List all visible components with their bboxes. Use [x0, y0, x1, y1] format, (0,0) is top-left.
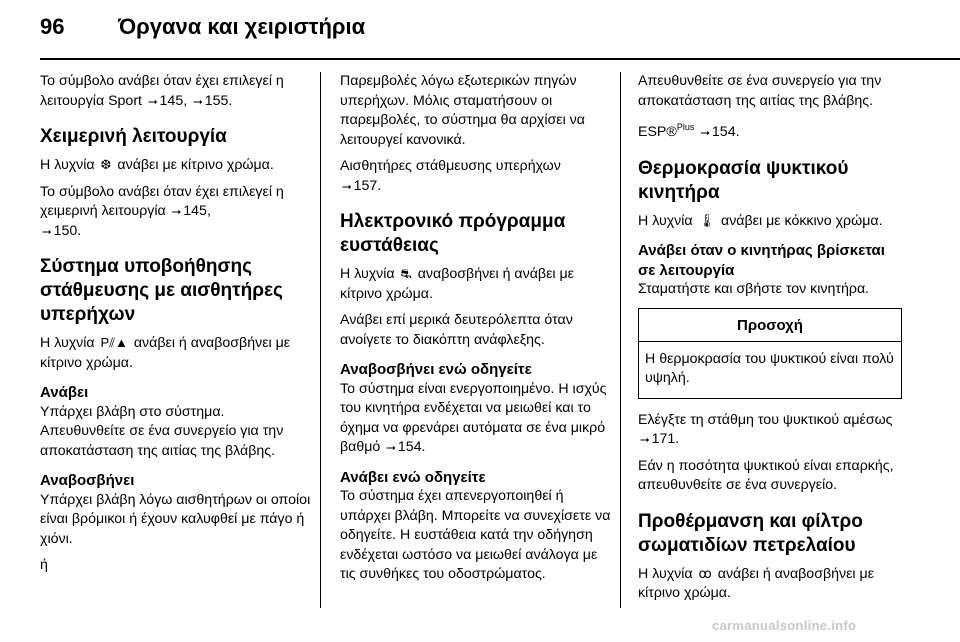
page-reference [146, 93, 183, 109]
page-ref-icon: ⭢ [42, 223, 52, 238]
page-ref-number: 154 [397, 439, 422, 455]
column-2 [340, 72, 612, 592]
text-run: Η λυχνία [40, 335, 99, 351]
page-reference [638, 431, 675, 447]
text-run: , [206, 203, 211, 219]
text-run: Η λυχνία [340, 266, 399, 282]
text-run: Το σύστημα έχει απενεργοποιηθεί ή υπάρχει βλάβη. Μπορείτε να συνεχίσετε να οδηγείτε. Η ευστάθεια κατά την οδήγηση ενδέχεται ωστόσο να μειωθεί ανάλογα με τις συνθήκες του οδοστρώματος. [340, 488, 611, 582]
text-run: Η λυχνία [638, 565, 697, 582]
page-number: 96 [40, 14, 65, 39]
superscript: Plus [676, 122, 695, 132]
text-run: Υπάρχει βλάβη στο σύστημα. Απευθυνθείτε σε ένα συνεργείο για την αποκατάσταση της αιτίας της βλάβης. [40, 403, 284, 459]
page-ref-icon: ⭢ [171, 204, 182, 218]
paragraph-winter-mode [40, 183, 312, 242]
text-run: ανάβει ή αναβοσβήνει με κίτρινο χρώμα. [40, 335, 291, 371]
page-reference [170, 203, 207, 219]
text-run: Παρεμβολές λόγω εξωτερικών πηγών υπερήχων. Μόλις σταματήσουν οι παρεμβολές, το σύστημα θα αρχίσει να λειτουργεί κανονικά. [340, 73, 585, 148]
paragraph-lights-driving [340, 487, 612, 585]
heading-winter-mode: Χειμερινή λειτουργία [40, 126, 227, 147]
page-ref-number: 145 [159, 92, 184, 109]
page-reference [191, 93, 228, 109]
text-run: Η θερμοκρασία του ψυκτικού είναι πολύ υψηλή. [645, 350, 894, 386]
page-ref-number: 145 [183, 203, 207, 219]
heading-flashes: Αναβοσβήνει [40, 472, 135, 489]
page-ref-icon: ⭢ [342, 178, 352, 193]
heading-glow-plug: Προθέρμανση και φίλτρο σωματιδίων πετρελαίου [638, 510, 863, 556]
page-reference [698, 124, 735, 140]
page-reference [384, 439, 421, 455]
paragraph-flashes-driving [340, 380, 612, 458]
page-ref-icon: ⭢ [147, 93, 158, 108]
text-run: Ανάβει επί μερικά δευτερόλεπτα όταν ανοίγετε το διακόπτη ανάφλεξης. [340, 312, 573, 348]
text-run: Η λυχνία [638, 212, 697, 229]
snowflake-icon: ❆ [100, 157, 112, 172]
text-run: Απευθυνθείτε σε ένα συνεργείο για την αποκατάσταση της αιτίας της βλάβης. [638, 73, 882, 109]
paragraph-coolant-lamp [638, 211, 902, 232]
caution-text [645, 350, 895, 389]
column-divider-1 [320, 72, 321, 608]
heading-engine-running: Ανάβει όταν ο κινητήρας βρίσκεται σε λειτουργία [638, 242, 885, 279]
heading-parking-assist: Σύστημα υποβοήθησης στάθμευσης με αισθητήρες υπερήχων [40, 256, 283, 325]
parking-sensor-icon: P⫽▲ [100, 335, 128, 350]
paragraph-flashes [40, 491, 312, 550]
paragraph-esp-plus-ref [638, 118, 902, 143]
text-run: Η λυχνία [40, 157, 99, 173]
caution-title: Προσοχή [639, 309, 901, 342]
watermark: carmanualsonline.info [712, 618, 857, 633]
page-reference [40, 223, 77, 239]
heading-coolant-temp: Θερμοκρασία ψυκτικού κινητήρα [638, 157, 849, 203]
column-3 [638, 72, 902, 611]
paragraph-glow-plug-lamp [638, 564, 902, 604]
column-1 [40, 72, 312, 583]
text-run: Το σύστημα είναι ενεργοποιημένο. Η ισχύς του κινητήρα ενδέχεται να μειωθεί και το όχημα να φρενάρει αυτόματα σε ένα μικρό βαθμό [340, 380, 607, 455]
page-ref-number: 150 [53, 222, 78, 239]
text-run: Το σύμβολο ανάβει όταν έχει επιλεγεί η χειμερινή λειτουργία [40, 183, 284, 219]
heading-lights-driving: Ανάβει ενώ οδηγείτε [340, 468, 486, 486]
page-ref-number: 154 [711, 124, 736, 140]
heading-esp: Ηλεκτρονικό πρόγραμμα ευστάθειας [340, 211, 566, 256]
text-run: ανάβει με κόκκινο χρώμα. [717, 212, 883, 229]
paragraph-workshop [638, 72, 902, 111]
heading-lights-up: Ανάβει [40, 384, 89, 401]
text-run: . [421, 439, 426, 455]
heading-flashes-driving: Αναβοσβήνει ενώ οδηγείτε [340, 361, 532, 378]
glow-plug-icon: ꝏ [698, 565, 712, 581]
text-run: ανάβει ή αναβοσβήνει με κίτρινο χρώμα. [638, 565, 875, 601]
text-run: Το σύμβολο ανάβει όταν έχει επιλεγεί η λειτουργία Sport [40, 73, 284, 109]
page-ref-icon: ⭢ [386, 440, 396, 454]
text-run: αναβοσβήνει ή ανάβει με κίτρινο χρώμα. [340, 266, 575, 302]
page-header [40, 14, 365, 40]
page-ref-icon: ⭢ [193, 93, 203, 108]
column-divider-2 [620, 72, 621, 608]
page-reference [340, 178, 377, 194]
text-run: . [675, 431, 680, 447]
text-run: Υπάρχει βλάβη λόγω αισθητήρων οι οποίοι είναι βρόμικοι ή έχουν καλυφθεί με πάγο ή χιόνι. [40, 491, 311, 547]
paragraph-check-coolant [638, 411, 902, 450]
esp-icon: ⛐ [400, 266, 412, 281]
text-run: Σταματήστε και σβήστε τον κινητήρα. [638, 281, 870, 297]
text-run: . [377, 177, 382, 194]
text-run: . [735, 124, 740, 140]
page-ref-icon: ⭢ [700, 125, 710, 139]
text-run: Εάν η ποσότητα ψυκτικού είναι επαρκής, απευθυνθείτε σε ένα συνεργείο. [638, 457, 894, 493]
paragraph-esp-lamp [340, 264, 612, 304]
paragraph-parking-lamp [40, 333, 312, 373]
text-run: . [77, 222, 82, 239]
page-ref-icon: ⭢ [640, 432, 650, 446]
caution-box [638, 308, 902, 399]
paragraph-coolant-sufficient [638, 457, 902, 496]
text-run: ανάβει με κίτρινο χρώμα. [113, 157, 274, 173]
paragraph-or [40, 556, 312, 576]
paragraph-esp-ignition [340, 311, 612, 350]
page-ref-number: 157 [353, 177, 378, 194]
page-ref-number: 155 [204, 92, 229, 109]
header-rule [40, 58, 960, 60]
text-run: Ελέγξτε τη στάθμη του ψυκτικού αμέσως [638, 411, 893, 428]
paragraph-stop-engine [638, 280, 902, 300]
paragraph-interference [340, 72, 612, 150]
paragraph-parking-sensors-ref [340, 157, 612, 196]
page-title: Όργανα και χειριστήρια [118, 14, 366, 39]
caution-body [639, 342, 901, 398]
paragraph-lights-up [40, 403, 312, 462]
text-run: ESP® [638, 124, 677, 140]
text-run: Αισθητήρες στάθμευσης υπερήχων [340, 158, 561, 174]
paragraph-sport-mode [40, 72, 312, 111]
paragraph-winter-lamp [40, 155, 312, 176]
coolant-temp-icon: 🌡 [698, 212, 716, 228]
text-run: , [183, 92, 192, 109]
text-run: ή [40, 557, 48, 573]
text-run: . [228, 92, 233, 109]
page-ref-number: 171 [651, 431, 676, 447]
